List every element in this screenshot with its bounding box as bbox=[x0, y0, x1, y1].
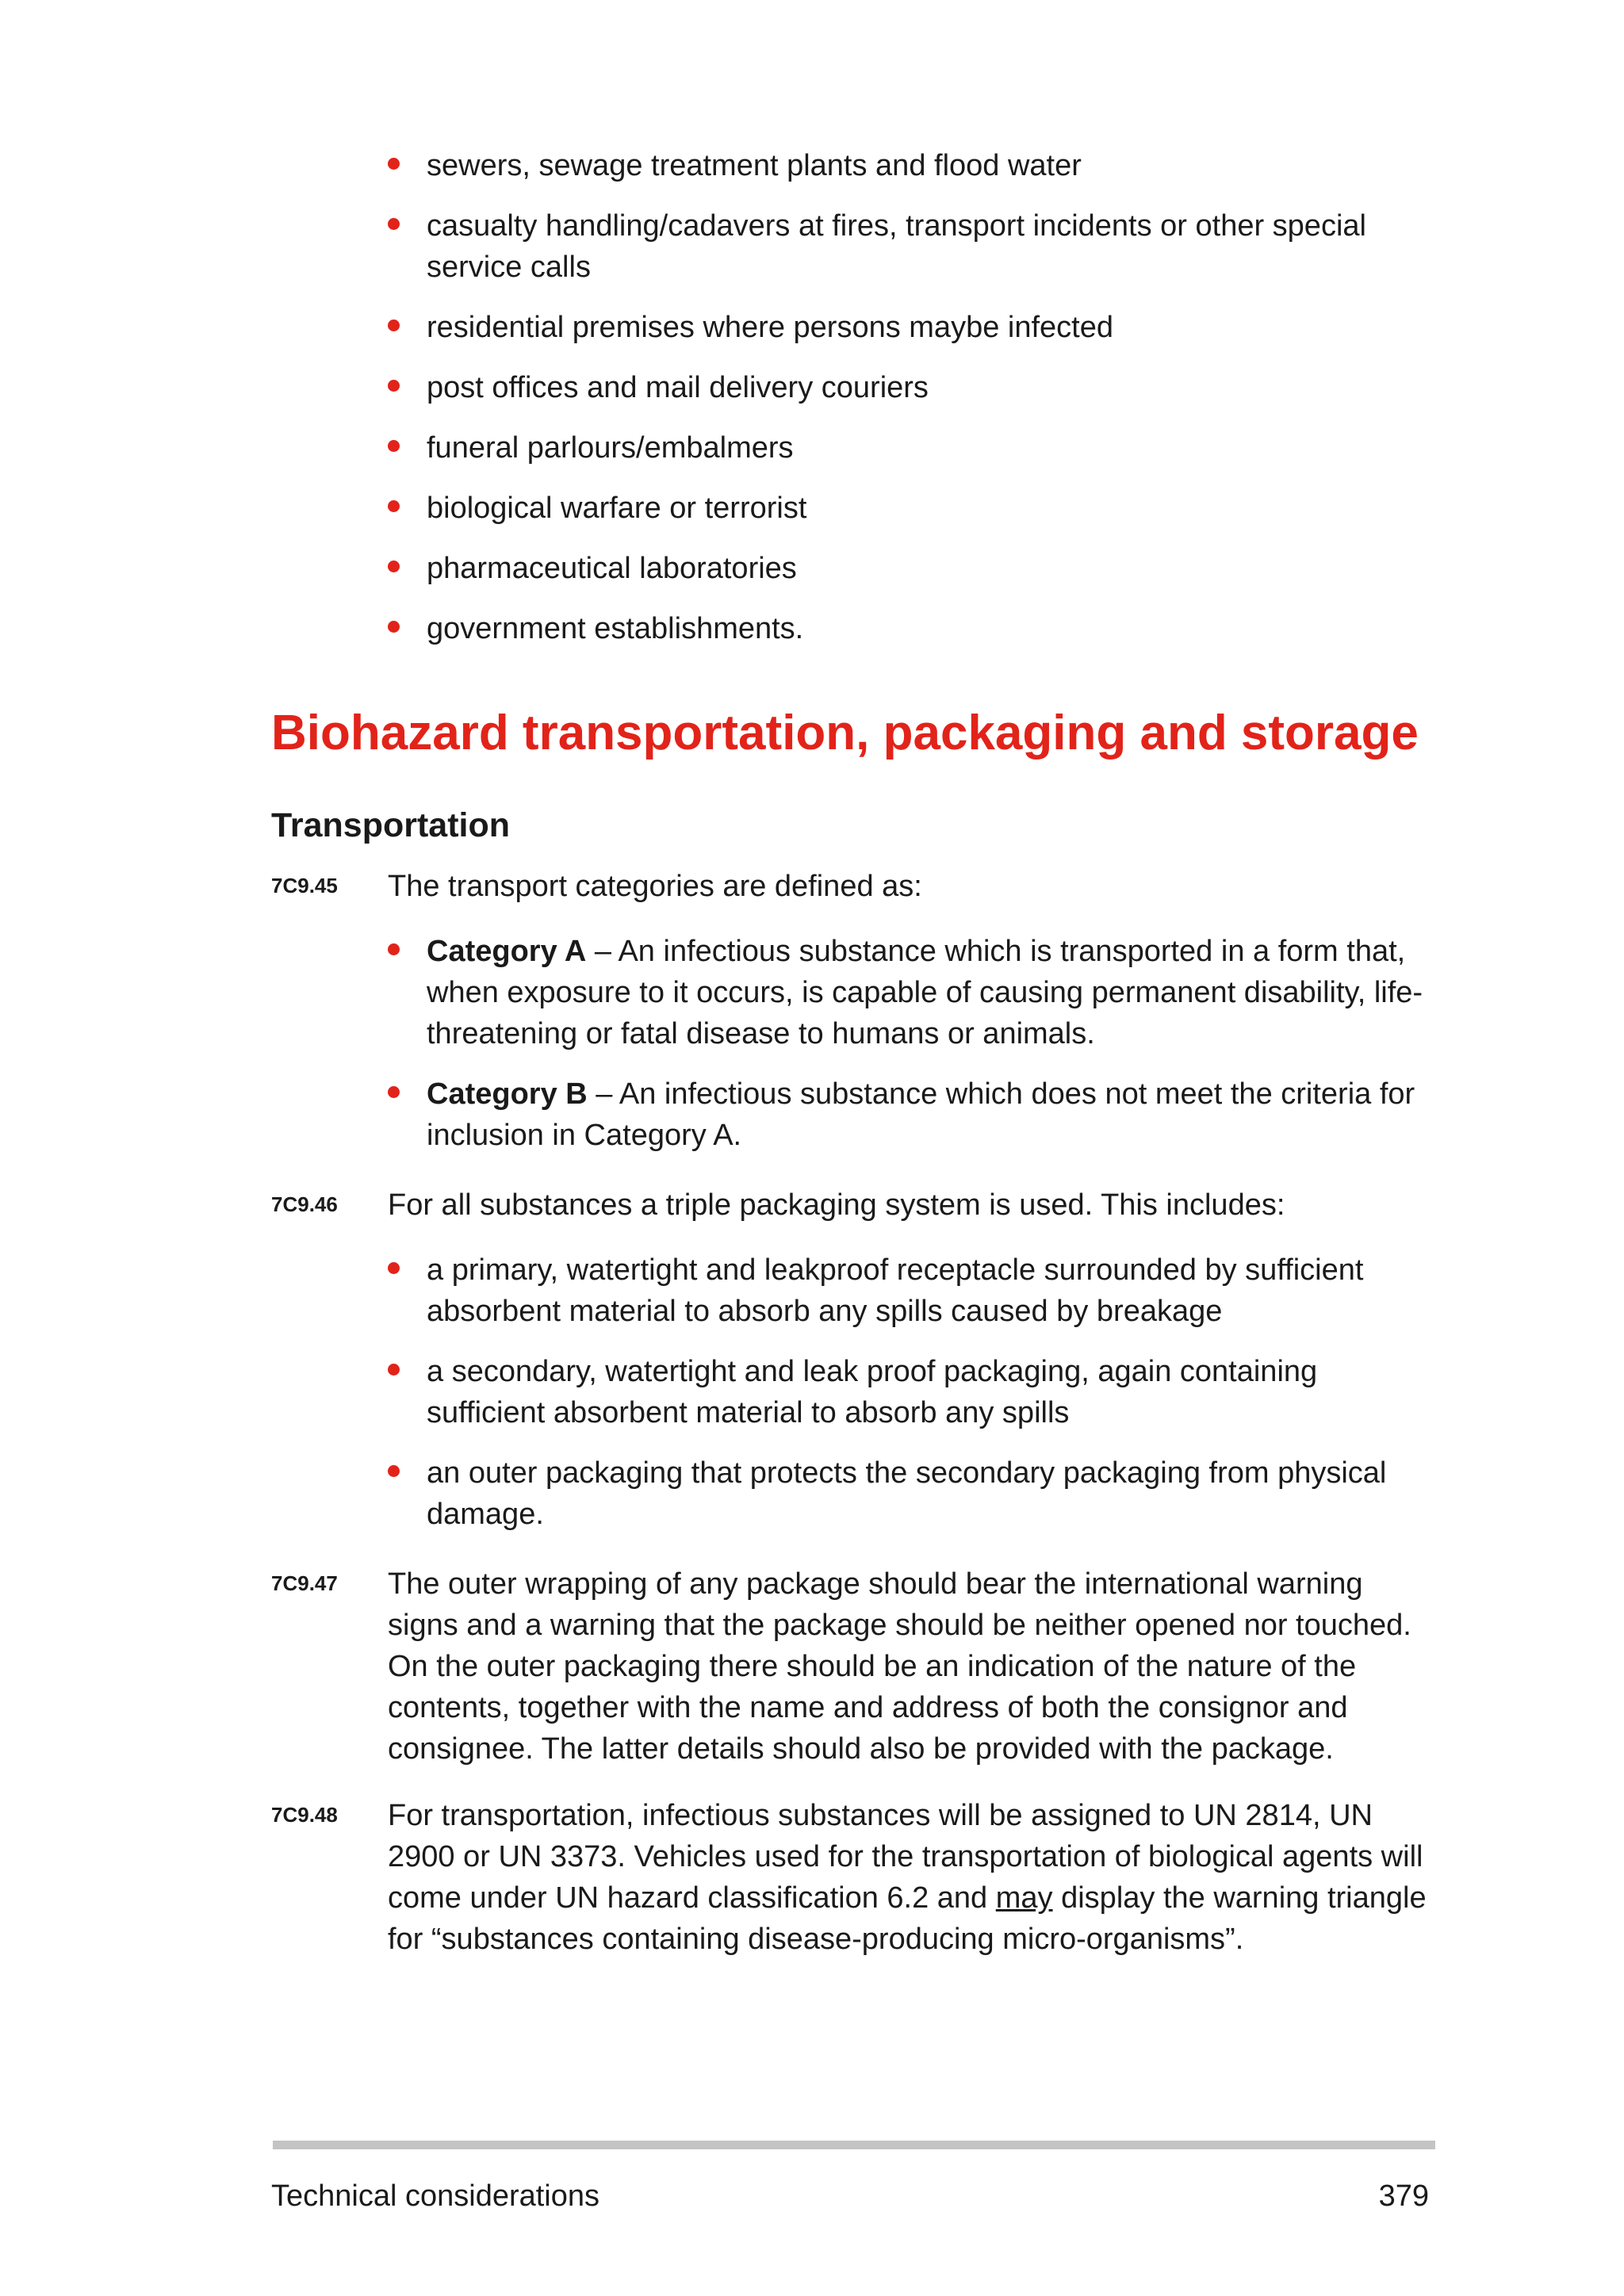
bullet-dot-icon bbox=[388, 1086, 400, 1098]
packaging-list bbox=[388, 1249, 1437, 1535]
bullet-dot-icon bbox=[388, 621, 400, 633]
paragraph-7c9-47 bbox=[271, 1563, 1437, 1770]
footer-divider bbox=[273, 2141, 1435, 2149]
bullet-dot-icon bbox=[388, 1364, 400, 1376]
paragraph-text: The transport categories are defined as: bbox=[388, 870, 922, 903]
bullet-dot-icon bbox=[388, 158, 400, 170]
paragraph-number: 7C9.48 bbox=[271, 1803, 338, 1827]
category-label: Category A bbox=[427, 935, 587, 968]
subheading: Transportation bbox=[271, 806, 511, 844]
paragraph-number: 7C9.45 bbox=[271, 874, 338, 897]
list-item: an outer packaging that protects the secondary packaging from physical damage. bbox=[388, 1452, 1437, 1535]
paragraph-7c9-48 bbox=[271, 1795, 1437, 1960]
list-item: funeral parlours/embalmers bbox=[388, 427, 1434, 469]
category-list bbox=[388, 931, 1437, 1156]
list-item: a secondary, watertight and leak proof packaging, again containing sufficient absorbent material to absorb any spills bbox=[388, 1351, 1437, 1433]
list-item: casualty handling/cadavers at fires, transport incidents or other special service calls bbox=[388, 205, 1434, 288]
paragraph-text: The outer wrapping of any package should bear the international warning signs and a warning that the package should be neither opened nor touched. On the outer packaging there should be an indication of the nature of the contents, together with the name and address of both the consignor and consignee. The latter details should also be provided with the package. bbox=[388, 1567, 1411, 1766]
bullet-dot-icon bbox=[388, 1465, 400, 1477]
list-item: residential premises where persons maybe infected bbox=[388, 307, 1434, 348]
category-label: Category B bbox=[427, 1077, 588, 1111]
section-title: Biohazard transportation, packaging and storage bbox=[271, 706, 1419, 760]
bullet-dot-icon bbox=[388, 218, 400, 230]
page-number: 379 bbox=[1378, 2179, 1429, 2213]
paragraph-number: 7C9.47 bbox=[271, 1571, 338, 1595]
underlined-word: may bbox=[995, 1881, 1053, 1915]
bullet-dot-icon bbox=[388, 1262, 400, 1274]
paragraph-number: 7C9.46 bbox=[271, 1192, 338, 1216]
list-item: Category A – An infectious substance which is transported in a form that, when exposure to it occurs, is capable of causing permanent disability, life-threatening or fatal disease to humans or animals. bbox=[388, 931, 1437, 1054]
list-item: post offices and mail delivery couriers bbox=[388, 367, 1434, 408]
list-item: Category B – An infectious substance which does not meet the criteria for inclusion in Category A. bbox=[388, 1073, 1437, 1156]
bullet-dot-icon bbox=[388, 320, 400, 331]
list-item: pharmaceutical laboratories bbox=[388, 548, 1434, 589]
top-bullet-list bbox=[388, 145, 1434, 668]
list-item: sewers, sewage treatment plants and flood water bbox=[388, 145, 1434, 186]
list-item: government establishments. bbox=[388, 608, 1434, 649]
list-item: a primary, watertight and leakproof receptacle surrounded by sufficient absorbent material to absorb any spills caused by breakage bbox=[388, 1249, 1437, 1332]
paragraph-text: For all substances a triple packaging system is used. This includes: bbox=[388, 1188, 1285, 1222]
bullet-dot-icon bbox=[388, 380, 400, 392]
bullet-dot-icon bbox=[388, 500, 400, 512]
bullet-dot-icon bbox=[388, 561, 400, 572]
footer-section-title: Technical considerations bbox=[271, 2179, 600, 2213]
paragraph-text: For transportation, infectious substances will be assigned to UN 2814, UN 2900 or UN 3373. Vehicles used for the transportation of biological agents will come under UN hazard classification 6.2 and may display the warning triangle for “substances containing disease-producing micro-organisms”. bbox=[388, 1799, 1427, 1956]
list-item: biological warfare or terrorist bbox=[388, 488, 1434, 529]
bullet-dot-icon bbox=[388, 440, 400, 452]
paragraph-7c9-45 bbox=[271, 866, 1437, 1175]
bullet-dot-icon bbox=[388, 943, 400, 955]
paragraph-7c9-46 bbox=[271, 1184, 1437, 1554]
